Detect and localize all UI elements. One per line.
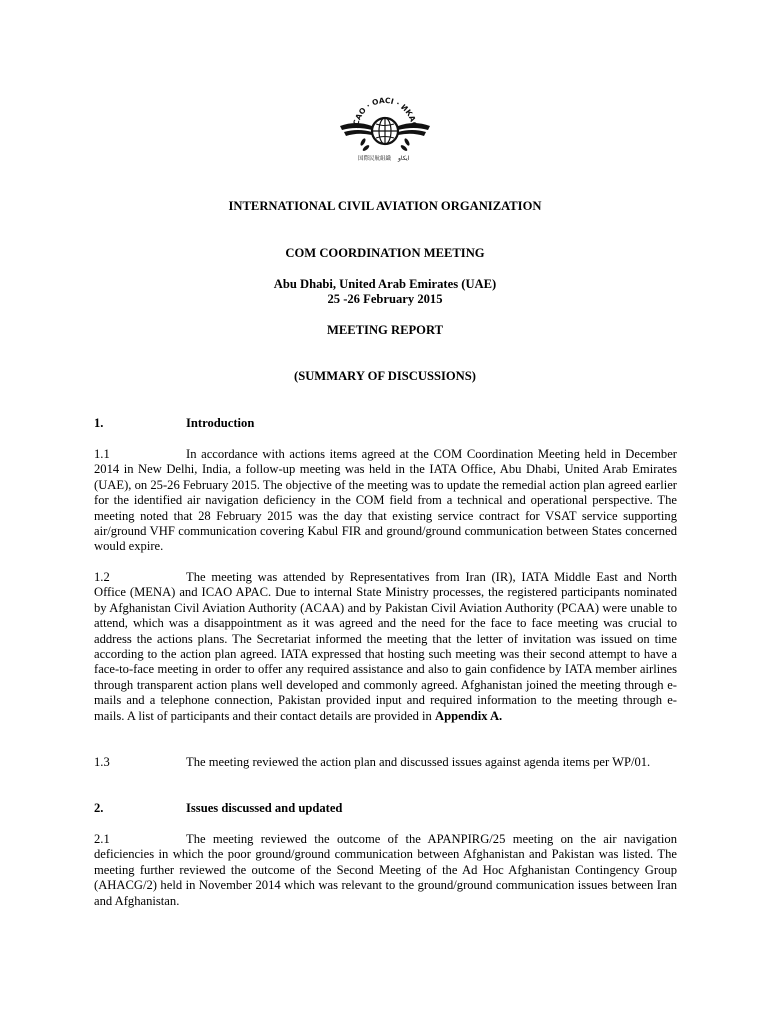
paragraph-2-1 <box>94 832 677 909</box>
organization-title: INTERNATIONAL CIVIL AVIATION ORGANIZATION <box>228 199 542 213</box>
meeting-title: COM COORDINATION MEETING <box>285 246 485 260</box>
paragraph-number: 2.1 <box>94 832 110 846</box>
paragraph-number: 1.1 <box>94 447 110 461</box>
paragraph-1-3 <box>94 755 677 770</box>
paragraph-text: The meeting reviewed the action plan and discussed issues against agenda items per WP/01. <box>186 755 651 769</box>
paragraph-number: 1.2 <box>94 570 110 584</box>
section-heading-1 <box>94 416 677 431</box>
paragraph-1-2 <box>94 570 677 724</box>
paragraph-text: In accordance with actions items agreed at the COM Coordination Meeting held in December 2014 in New Delhi, India, a follow-up meeting was held in the IATA Office, Abu Dhabi, United Arab Emirates (UAE), on 25-26 February 2015. The objective of the meeting was to update the remedial action plan agreed earlier for the identified air navigation deficiency in the COM field from a technical and operational perspective. The meeting noted that 28 February 2015 was the day that existing service contract for VSAT service supporting air/ground VHF communication covering Kabul FIR and ground/ground communication between States concerned would expire. <box>94 447 677 554</box>
paragraph-1-1 <box>94 447 677 555</box>
section-heading-2 <box>94 801 677 816</box>
meeting-dates: 25 -26 February 2015 <box>327 292 443 306</box>
svg-text:ايكاو: ايكاو <box>398 155 410 162</box>
appendix-reference: Appendix A. <box>435 708 503 723</box>
paragraph-text: The meeting reviewed the outcome of the APANPIRG/25 meeting on the air navigation deficiencies in which the poor ground/ground communication between Afghanistan and Pakistan was listed. The meeting further reviewed the outcome of the Second Meeting of the Ad Hoc Afghanistan Contingency Group (AHACG/2) held in November 2014 which was relevant to the ground/ground communication issues between Iran and Afghanistan. <box>94 832 677 908</box>
section-number: 2. <box>94 801 104 815</box>
report-subtitle: (SUMMARY OF DISCUSSIONS) <box>294 369 476 383</box>
paragraph-number: 1.3 <box>94 755 110 769</box>
icao-emblem-logo <box>336 86 434 170</box>
svg-text:ICAO · OACI · ИКАО: ICAO · OACI · ИКАО <box>351 95 420 130</box>
section-title: Issues discussed and updated <box>186 801 343 815</box>
section-number: 1. <box>94 416 104 430</box>
svg-text:国際民航組織: 国際民航組織 <box>358 156 392 162</box>
paragraph-text: The meeting was attended by Representatives from Iran (IR), IATA Middle East and North Office (MENA) and ICAO APAC. Due to internal State Ministry processes, the registered participants nominated by Afghanistan Civil Aviation Authority (ACAA) and by Pakistan Civil Aviation Authority (PCAA) were unable to attend, which was a disappointment as it was agreed and the need for the face to face meeting was crucial to address the actions plans. The Secretariat informed the meeting that the letter of invitation was issued on time according to the action plan agreed. IATA expressed that hosting such meeting was their second attempt to have a face-to-face meeting in order to offer any required assistance and also to gain confidence by IATA member airlines through transparent action plans well developed and commonly agreed. Afghanistan joined the meeting through e-mails and a telephone connection, Pakistan provided input and required information to the meeting through e-mails. A list of participants and their contact details are provided in <box>94 570 677 723</box>
report-title: MEETING REPORT <box>326 323 444 337</box>
meeting-location: Abu Dhabi, United Arab Emirates (UAE) <box>273 277 497 291</box>
section-title: Introduction <box>186 416 255 430</box>
